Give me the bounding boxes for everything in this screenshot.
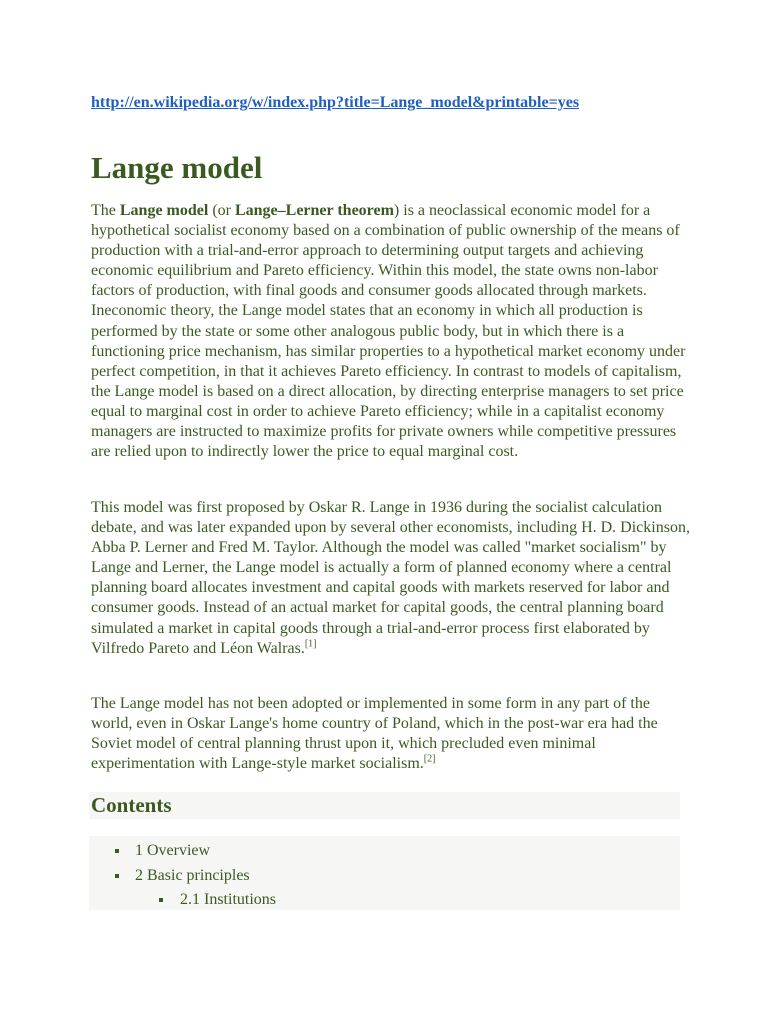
intro-rest: ) is a neoclassical economic model for a hypothetical socialist economy based on a combination of public ownership of the means of production with a trial-and-error approach to determining output targets and achieving economic equilibrium and Pareto efficiency. Within this model, the state owns non-labor factors of production, with final goods and consumer goods allocated through markets. Ineconomic theory, the Lange model states that an economy in which all production is performed by the state or some other analogous public body, but in which there is a functioning price mechanism, has similar properties to a hypothetical market economy under perfect competition, in that it achieves Pareto efficiency. In contrast to models of capitalism, the Lange model is based on a direct allocation, by directing enterprise managers to set price equal to marginal cost in order to achieve Pareto efficiency; while in a capitalist economy managers are instructed to maximize profits for private owners while competitive pressures are relied upon to indirectly lower the price to equal marginal cost. [91, 202, 686, 461]
history-text: This model was first proposed by Oskar R. Lange in 1936 during the socialist calculation debate, and was later expanded upon by several other economists, including H. D. Dickinson, Abba P. Lerner and Fred M. Taylor. Although the model was called "market socialism" by Lange and Lerner, the Lange model is actually a form of planned economy where a central planning board allocates investment and capital goods with markets reserved for labor and consumer goods. Instead of an actual market for capital goods, the central planning board simulated a market in capital goods through a trial-and-error process first elaborated by Vilfredo Pareto and Léon Walras. [91, 499, 690, 657]
table-of-contents [89, 836, 680, 910]
contents-heading-bar [89, 792, 680, 819]
adoption-text: The Lange model has not been adopted or implemented in some form in any part of the world, even in Oskar Lange's home country of Poland, which in the post-war era had the Soviet model of central planning thrust upon it, which precluded even minimal experimentation with Lange-style market socialism. [91, 695, 658, 773]
citation-2[interactable]: [2] [423, 753, 436, 765]
contents-heading: Contents [91, 793, 172, 817]
page-title: Lange model [91, 150, 263, 185]
toc-item-overview[interactable]: 1 Overview [135, 842, 211, 859]
adoption-paragraph [91, 694, 691, 774]
toc-item-basic-principles[interactable]: 2 Basic principles [135, 867, 250, 884]
bold-term-lange-model: Lange model [119, 202, 209, 219]
bullet-icon [159, 898, 163, 902]
bullet-icon [115, 874, 119, 878]
bullet-icon [115, 849, 119, 853]
intro-paragraph [91, 201, 691, 462]
citation-1[interactable]: [1] [304, 638, 317, 650]
bold-term-lange-lerner: Lange–Lerner theorem [234, 202, 394, 219]
history-paragraph [91, 498, 691, 659]
toc-item-institutions[interactable]: 2.1 Institutions [180, 891, 277, 908]
intro-lead: The [91, 202, 120, 219]
intro-mid: (or [208, 202, 235, 219]
source-url-link[interactable]: http://en.wikipedia.org/w/index.php?title=Lange_model&printable=yes [91, 94, 580, 111]
